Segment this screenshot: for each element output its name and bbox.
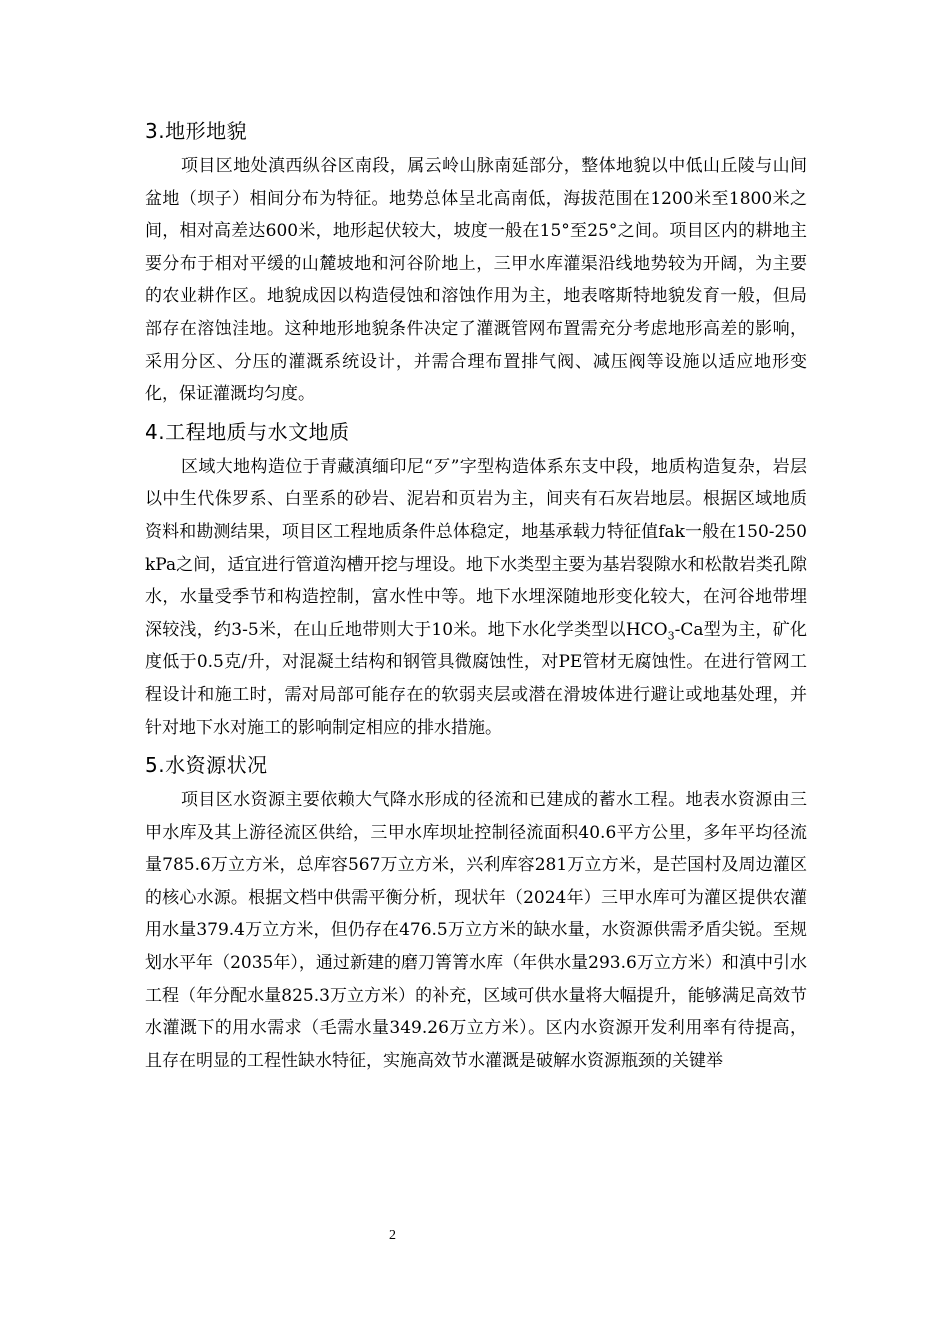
section-terrain bbox=[145, 112, 807, 411]
geology-text-part-2: -Ca型为主，矿化度低于0.5克/升，对混凝土结构和钢管具微腐蚀性，对PE管材无腐蚀性。在进行管网工程设计和施工时，需对局部可能存在的软弱夹层或潜在滑坡体进行避让或地基处理，并针对地下水对施工的影响制定相应的排水措施。 bbox=[145, 619, 807, 738]
section-paragraph-water-resources: 项目区水资源主要依赖大气降水形成的径流和已建成的蓄水工程。地表水资源由三甲水库及其上游径流区供给，三甲水库坝址控制径流面积40.6平方公里，多年平均径流量785.6万立方米，总库容567万立方米，兴利库容281万立方米，是芒国村及周边灌区的核心水源。根据文档中供需平衡分析，现状年（2024年）三甲水库可为灌区提供农灌用水量379.4万立方米，但仍存在476.5万立方米的缺水量，水资源供需矛盾尖锐。至规划水平年（2035年），通过新建的磨刀箐箐水库（年供水量293.6万立方米）和滇中引水工程（年分配水量825.3万立方米）的补充，区域可供水量将大幅提升，能够满足高效节水灌溉下的用水需求（毛需水量349.26万立方米）。区内水资源开发利用率有待提高，且存在明显的工程性缺水特征，实施高效节水灌溉是破解水资源瓶颈的关键举 bbox=[145, 790, 807, 1071]
section-paragraph-geology bbox=[145, 451, 807, 744]
section-paragraph-terrain: 项目区地处滇西纵谷区南段，属云岭山脉南延部分，整体地貌以中低山丘陵与山间盆地（坝子）相间分布为特征。地势总体呈北高南低，海拔范围在1200米至1800米之间，相对高差达600米，地形起伏较大，坡度一般在15°至25°之间。项目区内的耕地主要分布于相对平缓的山麓坡地和河谷阶地上，三甲水库灌渠沿线地势较为开阔，为主要的农业耕作区。地貌成因以构造侵蚀和溶蚀作用为主，地表喀斯特地貌发育一般，但局部存在溶蚀洼地。这种地形地貌条件决定了灌溉管网布置需充分考虑地形高差的影响，采用分区、分压的灌溉系统设计，并需合理布置排气阀、减压阀等设施以适应地形变化，保证灌溉均匀度。 bbox=[145, 156, 807, 405]
section-water-resources bbox=[145, 746, 807, 1077]
section-heading-terrain: 3.地形地貌 bbox=[145, 119, 248, 143]
section-heading-geology: 4.工程地质与水文地质 bbox=[145, 419, 350, 444]
page-content bbox=[145, 112, 807, 1079]
page-number: 2 bbox=[389, 1228, 396, 1243]
section-heading-water-resources: 5.水资源状况 bbox=[145, 753, 268, 778]
section-geology bbox=[145, 413, 807, 744]
geology-text-part-1: 区域大地构造位于青藏滇缅印尼“歹”字型构造体系东支中段，地质构造复杂，岩层以中生代侏罗系、白垩系的砂岩、泥岩和页岩为主，间夹有石灰岩地层。根据区域地质资料和勘测结果，项目区工程地质条件总体稳定，地基承载力特征值fak一般在150-250kPa之间，适宜进行管道沟槽开挖与埋设。地下水类型主要为基岩裂隙水和松散岩类孔隙水，水量受季节和构造控制，富水性中等。地下水埋深随地形变化较大，在河谷地带埋深较浅，约3-5米，在山丘地带则大于10米。地下水化学类型以HCO bbox=[145, 456, 807, 640]
chemical-subscript: 3 bbox=[667, 629, 675, 643]
